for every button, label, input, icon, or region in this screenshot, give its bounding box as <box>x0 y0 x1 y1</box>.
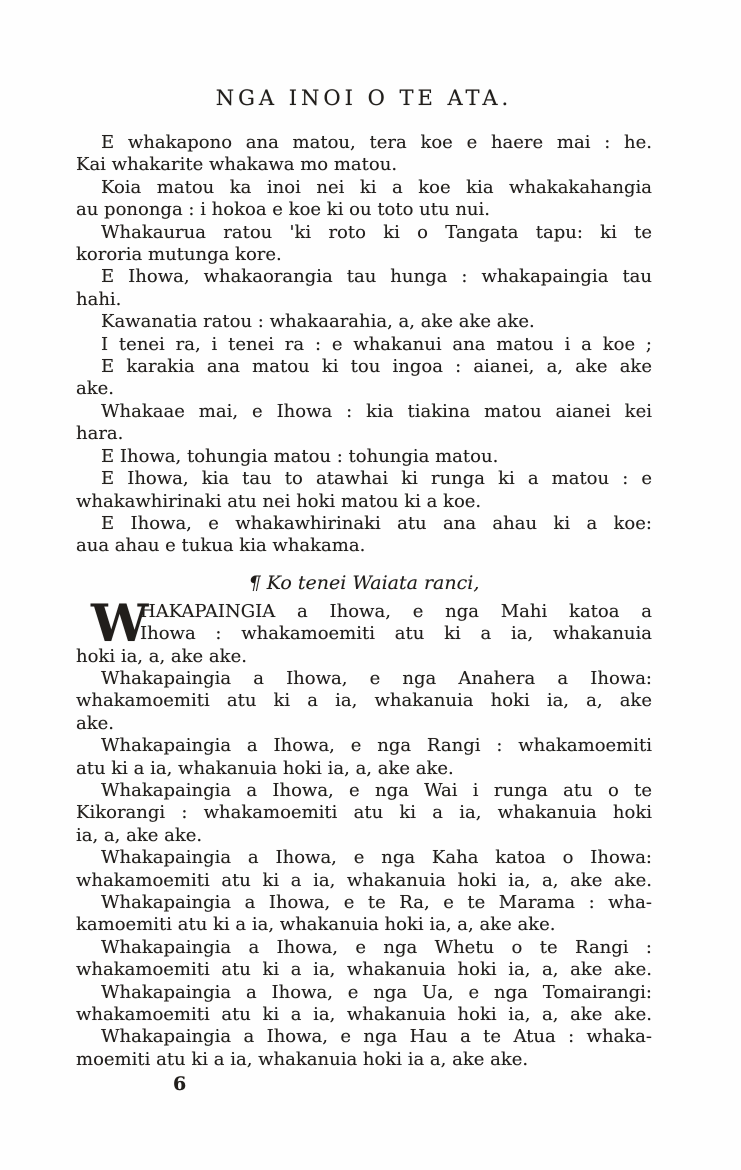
text-line: au pononga : i hokoa e koe ki ou toto utu nui. <box>76 199 490 221</box>
text-line: E Ihowa, tohungia matou : tohungia matou. <box>101 445 499 467</box>
text-line: whakamoemiti atu ki a ia, whakanuia hoki ia, a, ake ake. <box>76 1004 652 1026</box>
morning-prayers-section <box>76 132 652 558</box>
text-line: hoki ia, a, ake ake. <box>76 645 247 667</box>
text-line: Ihowa : whakamoemiti atu ki a ia, whakanuia <box>140 623 652 645</box>
text-line: whakamoemiti atu ki a ia, whakanuia hoki ia, a, ake ake. <box>76 959 652 981</box>
text-line: kamoemiti atu ki a ia, whakanuia hoki ia, a, ake ake. <box>76 914 556 936</box>
text-line: E karakia ana matou ki tou ingoa : aianei, a, ake ake <box>101 356 652 378</box>
text-line: aua ahau e tukua kia whakama. <box>76 535 366 557</box>
text-line: Whakapaingia a Ihowa, e nga Rangi : whakamoemiti <box>101 735 652 757</box>
text-line: Whakapaingia a Ihowa, e nga Whetu o te Rangi : <box>101 936 652 958</box>
text-line: atu ki a ia, whakanuia hoki ia, a, ake ake. <box>76 757 454 779</box>
canticle-section <box>76 593 652 1072</box>
text-line: ia, a, ake ake. <box>76 824 203 846</box>
canticle-rubric: ¶ Ko tenei Waiata ranci, <box>248 571 480 594</box>
text-block <box>76 86 652 1095</box>
text-line: hahi. <box>76 288 122 310</box>
text-line: Whakapaingia a Ihowa, e nga Anahera a Ihowa: <box>101 667 652 689</box>
text-line: ake. <box>76 378 115 400</box>
text-line: I tenei ra, i tenei ra : e whakanui ana matou i a koe ; <box>101 333 652 355</box>
canticle-lines <box>76 593 652 1072</box>
text-line: Kai whakarite whakawa mo matou. <box>76 154 398 176</box>
text-line: Koia matou ka inoi nei ki a koe kia whakakahangia <box>101 176 652 198</box>
text-line: Whakapaingia a Ihowa, e nga Wai i runga atu o te <box>101 779 652 801</box>
text-line: Whakapaingia a Ihowa, e nga Hau a te Atua : whaka- <box>101 1026 652 1048</box>
text-line: hara. <box>76 423 124 445</box>
text-line: whakamoemiti atu ki a ia, whakanuia hoki ia, a, ake <box>76 690 652 712</box>
page-title: NGA INOI O TE ATA. <box>215 86 513 110</box>
text-line: E Ihowa, kia tau to atawhai ki runga ki a matou : e <box>101 468 652 490</box>
text-line: Whakaae mai, e Ihowa : kia tiakina matou aianei kei <box>101 400 652 422</box>
text-line: E whakapono ana matou, tera koe e haere mai : he. <box>101 132 652 153</box>
text-line: Whakapaingia a Ihowa, e nga Kaha katoa o Ihowa: <box>101 847 652 869</box>
text-line: HAKAPAINGIA a Ihowa, e nga Mahi katoa a <box>140 600 652 622</box>
text-line: Whakaurua ratou 'ki roto ki o Tangata tapu: ki te <box>101 221 652 243</box>
page-number: 6 <box>173 1073 187 1096</box>
text-line: E Ihowa, e whakawhirinaki atu ana ahau ki a koe: <box>101 512 652 534</box>
text-line: E Ihowa, whakaorangia tau hunga : whakapaingia tau <box>101 266 652 288</box>
text-line: Kawanatia ratou : whakaarahia, a, ake ake ake. <box>101 311 535 333</box>
text-line: Kikorangi : whakamoemiti atu ki a ia, whakanuia hoki <box>76 802 652 824</box>
drop-cap-initial: W <box>91 593 149 654</box>
text-line: Whakapaingia a Ihowa, e te Ra, e te Marama : wha- <box>101 892 652 913</box>
text-line: whakawhirinaki atu nei hoki matou ki a koe. <box>76 490 482 512</box>
text-line: whakamoemiti atu ki a ia, whakanuia hoki ia, a, ake ake. <box>76 869 652 891</box>
text-line: moemiti atu ki a ia, whakanuia hoki ia a, ake ake. <box>76 1048 529 1070</box>
text-line: Whakapaingia a Ihowa, e nga Ua, e nga Tomairangi: <box>101 981 652 1003</box>
text-line: kororia mutunga kore. <box>76 244 282 266</box>
text-line: ake. <box>76 712 115 734</box>
